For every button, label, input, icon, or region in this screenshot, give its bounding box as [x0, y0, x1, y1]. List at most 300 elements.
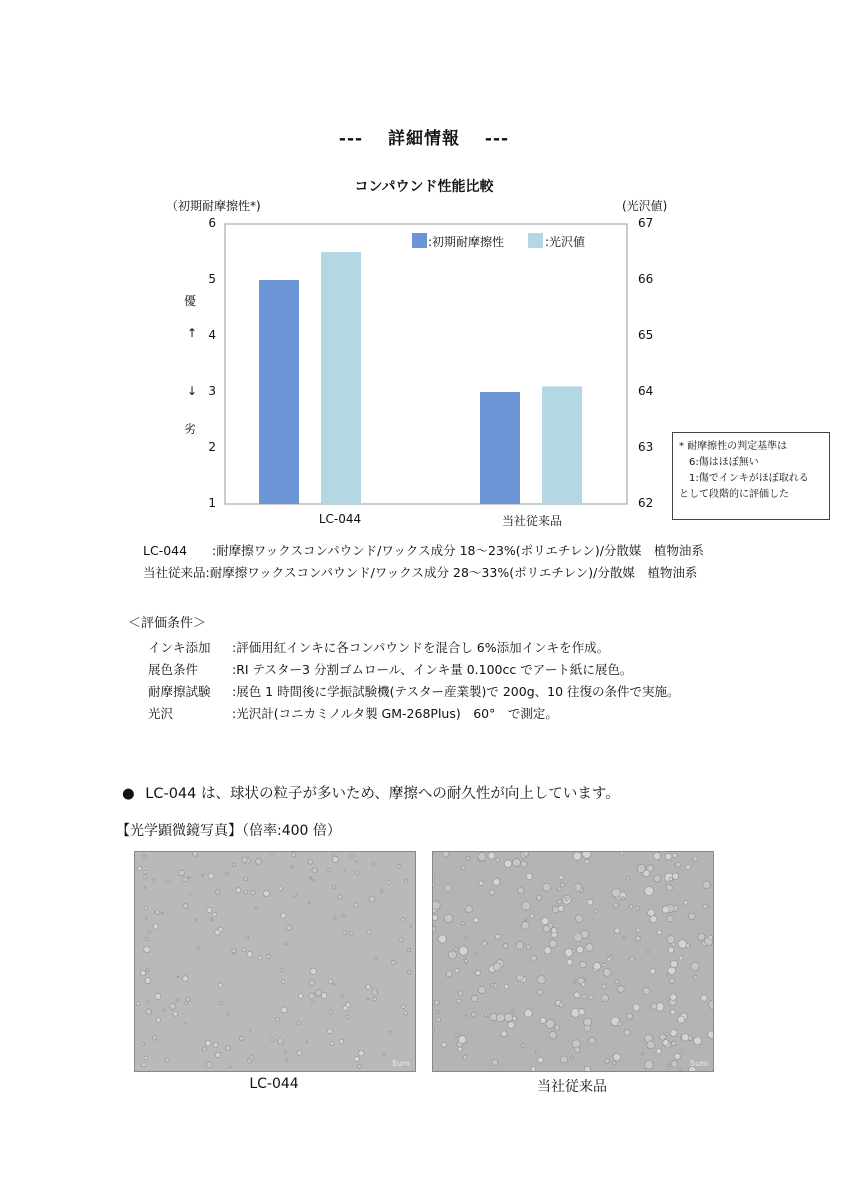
legend-label-friction: :初期耐摩擦性 — [428, 235, 505, 249]
particle — [654, 875, 661, 882]
particle — [357, 1064, 361, 1068]
particle — [207, 907, 212, 912]
particle — [537, 976, 545, 984]
particle — [493, 963, 501, 971]
particle — [285, 1060, 287, 1062]
particle — [166, 880, 170, 884]
particle — [310, 968, 316, 974]
particle — [669, 878, 672, 881]
particle — [146, 969, 149, 972]
note-line: 1:傷でインキがほぼ取れる — [689, 473, 809, 484]
right-tick-63: 63 — [638, 440, 654, 454]
particle — [383, 1053, 385, 1055]
particle — [540, 1018, 546, 1024]
particle — [271, 852, 275, 854]
particle — [538, 1057, 544, 1063]
particle — [471, 995, 478, 1002]
condition-text: :RI テスター3 分割ゴムロール、インキ量 0.100cc でアート紙に展色。 — [232, 662, 633, 677]
particle — [615, 980, 619, 984]
particle — [590, 918, 593, 921]
particle — [405, 880, 408, 883]
particle — [667, 936, 675, 944]
particle — [185, 1002, 188, 1005]
particle — [667, 1064, 670, 1067]
particle — [142, 1063, 146, 1067]
particle — [589, 1037, 596, 1044]
particle — [328, 869, 331, 872]
particle — [584, 1018, 592, 1026]
particle — [219, 927, 224, 932]
conditions-heading: ＜評価条件＞ — [128, 616, 207, 631]
particle — [443, 852, 449, 857]
particle — [603, 969, 611, 977]
micrograph-conventional — [432, 851, 714, 1072]
particle — [526, 873, 532, 879]
particle — [153, 924, 158, 929]
particle — [475, 953, 478, 956]
particle — [491, 983, 494, 986]
particle — [216, 1053, 221, 1058]
particle — [247, 1059, 251, 1063]
scale-bar-label: 5um — [690, 1059, 708, 1068]
condition-label: 耐摩擦試験 — [148, 684, 211, 699]
particle — [144, 946, 150, 952]
particle — [645, 887, 654, 896]
particle — [143, 855, 145, 857]
particle — [703, 881, 711, 889]
particle — [517, 974, 524, 981]
condition-text: :展色 1 時間後に学振試験機(テスター産業製)で 200g、10 往復の条件で実施。 — [232, 684, 680, 699]
particle — [582, 994, 586, 998]
particle — [678, 940, 687, 949]
particle — [280, 969, 283, 972]
particle — [485, 1014, 488, 1017]
micrograph-lc044 — [134, 851, 416, 1072]
right-tick-66: 66 — [638, 272, 654, 286]
condition-text: :光沢計(コニカミノルタ製 GM-268Plus) 60° で測定。 — [232, 706, 558, 721]
page-heading: --- 詳細情報 --- — [338, 129, 510, 149]
particle — [479, 881, 483, 885]
particle — [584, 1066, 590, 1071]
particle — [637, 864, 645, 872]
particle — [665, 853, 672, 860]
particle — [650, 916, 657, 923]
particle — [408, 971, 411, 974]
particle — [433, 926, 436, 931]
particle — [291, 853, 295, 857]
bar-friction-1 — [480, 392, 520, 504]
particle — [587, 899, 593, 905]
particle — [559, 875, 563, 879]
particle — [433, 1030, 435, 1033]
particle — [380, 890, 383, 893]
particle — [650, 968, 656, 974]
particle — [621, 852, 624, 855]
particle — [508, 1022, 515, 1029]
condition-label: インキ添加 — [148, 640, 211, 655]
particle — [387, 881, 390, 884]
particle — [464, 1016, 466, 1018]
particle — [543, 883, 551, 891]
particle — [309, 993, 315, 999]
description-lc044: LC-044 :耐摩擦ワックスコンパウンド/ワックス成分 18～23%(ポリエチレン)/分散媒 植物油系 — [143, 543, 704, 558]
left-tick-5: 5 — [208, 272, 216, 286]
particle — [183, 877, 188, 882]
particle — [671, 1061, 678, 1068]
particle — [483, 942, 487, 946]
particle — [692, 856, 697, 861]
particle — [282, 980, 285, 983]
particle — [624, 1029, 630, 1035]
particle — [351, 854, 354, 857]
particle — [601, 994, 608, 1001]
particle — [143, 875, 147, 879]
particle — [309, 980, 315, 986]
particle — [225, 1046, 230, 1051]
bullet-icon: ● — [122, 786, 135, 802]
particle — [333, 983, 335, 985]
particle — [244, 890, 248, 894]
particle — [165, 1058, 169, 1062]
particle — [621, 897, 624, 900]
particle — [203, 1047, 207, 1051]
particle — [434, 1000, 439, 1005]
particle — [389, 1031, 391, 1033]
particle — [701, 995, 708, 1002]
particle — [456, 1034, 459, 1037]
note-line: 6:傷はほぼ無い — [689, 457, 759, 468]
particle — [136, 1002, 140, 1006]
particle — [543, 925, 550, 932]
particle — [670, 1029, 677, 1036]
particle — [465, 936, 468, 939]
particle — [670, 1010, 675, 1015]
particle — [663, 1040, 669, 1046]
particle — [686, 865, 691, 870]
particle — [152, 879, 155, 882]
particle — [371, 862, 374, 865]
particle — [576, 946, 583, 953]
particle — [308, 902, 310, 904]
particle — [239, 1036, 243, 1040]
particle — [329, 1011, 333, 1015]
particle — [344, 869, 346, 871]
particle — [144, 1056, 148, 1060]
condition-row — [148, 660, 632, 678]
particle — [244, 877, 248, 881]
category-label-conventional: 当社従来品 — [501, 514, 562, 528]
particle — [399, 937, 404, 942]
particle — [407, 948, 410, 951]
particle — [177, 1000, 179, 1002]
particle — [349, 931, 353, 935]
particle — [215, 889, 220, 894]
condition-row — [148, 704, 558, 722]
particle — [521, 861, 528, 868]
condition-row — [148, 682, 680, 700]
particle — [225, 872, 228, 875]
particle — [144, 886, 146, 888]
particle — [188, 877, 190, 879]
particle — [585, 860, 589, 864]
particle — [558, 887, 562, 891]
particle — [580, 961, 587, 968]
particle — [641, 1052, 643, 1054]
particle — [144, 870, 147, 873]
evaluation-note — [672, 432, 830, 520]
particle — [455, 969, 459, 973]
particle — [682, 1050, 685, 1053]
particle — [537, 989, 543, 995]
chart-title: コンパウンド性能比較 — [354, 179, 494, 195]
particle — [354, 903, 359, 908]
particle — [442, 1043, 447, 1048]
particle — [678, 1068, 681, 1071]
particle — [306, 1041, 308, 1043]
particle — [156, 1018, 161, 1023]
particle — [281, 1007, 287, 1013]
photo-section-title: 【光学顕微鏡写真】（倍率:400 倍） — [116, 823, 341, 839]
particle — [504, 860, 512, 868]
particle — [190, 894, 192, 896]
particle — [343, 931, 347, 935]
particle — [618, 986, 625, 993]
particle — [140, 970, 145, 975]
particle — [558, 900, 562, 904]
particle — [605, 1059, 610, 1064]
particle — [546, 1020, 555, 1029]
particle — [466, 856, 470, 860]
particle — [670, 994, 677, 1001]
particle — [229, 1066, 231, 1068]
particle — [691, 962, 699, 970]
particle — [495, 934, 500, 939]
caption-conventional: 当社従来品 — [537, 1079, 607, 1095]
particle — [512, 858, 520, 866]
particle — [343, 914, 346, 917]
particle — [145, 917, 147, 919]
condition-text: :評価用紅インキに各コンパウンドを混合し 6%添加インキを作成。 — [232, 640, 610, 655]
particle — [501, 1031, 507, 1037]
particle — [205, 1040, 211, 1046]
particle — [177, 976, 179, 978]
particle — [402, 1005, 406, 1009]
particle — [438, 935, 446, 943]
particle — [255, 907, 258, 910]
particle — [328, 979, 332, 983]
particle — [656, 1049, 661, 1054]
particle — [465, 906, 472, 913]
particle — [667, 916, 673, 922]
particle — [524, 919, 526, 921]
particle — [512, 1011, 515, 1014]
particle — [267, 954, 271, 958]
feature-statement — [122, 782, 620, 803]
particle — [433, 873, 435, 877]
particle — [410, 925, 412, 927]
particle — [694, 976, 698, 980]
particle — [321, 993, 327, 999]
left-tick-3: 3 — [208, 384, 216, 398]
particle — [401, 918, 405, 922]
particle — [433, 901, 440, 909]
particle — [258, 956, 262, 960]
particle — [497, 1014, 505, 1022]
particle — [560, 1056, 567, 1063]
particle — [672, 873, 678, 879]
particle — [161, 912, 163, 914]
particle — [286, 925, 291, 930]
particle — [474, 918, 479, 923]
condition-label: 光沢 — [148, 706, 174, 721]
particle — [694, 1037, 702, 1045]
particle — [184, 1022, 186, 1024]
particle — [666, 973, 669, 976]
particle — [308, 860, 313, 865]
left-axis-label: （初期耐摩擦性*) — [166, 199, 261, 213]
particle — [137, 866, 141, 870]
particle — [375, 956, 378, 959]
left-tick-6: 6 — [208, 216, 216, 230]
particle — [145, 978, 151, 984]
particle — [284, 1051, 287, 1054]
micrograph-image — [135, 852, 415, 1071]
particle — [316, 990, 322, 996]
description-conventional: 当社従来品:耐摩擦ワックスコンパウンド/ワックス成分 28～33%(ポリエチレン)/分散媒 植物油系 — [143, 565, 698, 580]
particle — [549, 940, 557, 948]
particle — [521, 1044, 525, 1048]
particle — [573, 852, 581, 860]
particle — [146, 1009, 152, 1015]
particle — [142, 1043, 145, 1046]
particle — [582, 852, 591, 858]
particle — [574, 992, 580, 998]
particle — [183, 976, 189, 982]
particle — [644, 1060, 653, 1069]
particle — [454, 947, 458, 951]
particle — [635, 936, 640, 941]
particle — [285, 943, 287, 945]
particle — [471, 1012, 476, 1017]
particle — [147, 1000, 150, 1003]
particle — [270, 1038, 274, 1042]
particle — [648, 909, 655, 916]
particle — [148, 930, 151, 933]
particle — [684, 900, 688, 904]
particle — [312, 868, 317, 873]
particle — [612, 889, 621, 898]
particle — [330, 1042, 334, 1046]
particle — [593, 962, 600, 969]
particle — [614, 903, 619, 908]
particle — [676, 862, 681, 867]
particle — [594, 910, 597, 913]
particle — [531, 955, 537, 961]
particle — [186, 997, 190, 1001]
particle — [338, 895, 342, 899]
particle — [355, 871, 359, 875]
particle — [294, 894, 297, 897]
particle — [681, 1034, 689, 1042]
particle — [332, 856, 338, 862]
particle — [708, 1031, 713, 1038]
particle — [668, 947, 674, 953]
particle — [242, 857, 248, 863]
particle — [666, 1033, 669, 1036]
particle — [298, 994, 303, 999]
right-tick-64: 64 — [638, 384, 654, 398]
particle — [657, 930, 662, 935]
particle — [567, 959, 573, 965]
particle — [247, 951, 253, 957]
particle — [218, 983, 222, 987]
particle — [496, 859, 499, 862]
particle — [561, 883, 565, 887]
particle — [263, 890, 269, 896]
particle — [689, 913, 696, 920]
particle — [163, 1009, 166, 1012]
particle — [170, 1003, 176, 1009]
particle — [603, 963, 606, 966]
particle — [668, 967, 676, 975]
particle — [574, 933, 583, 942]
particle — [312, 1001, 315, 1004]
particle — [346, 1015, 350, 1019]
particle — [457, 999, 461, 1003]
particle — [461, 866, 465, 870]
particle — [526, 945, 530, 949]
particle — [356, 861, 358, 863]
particle — [651, 1003, 657, 1009]
particle — [313, 879, 315, 881]
particle — [208, 873, 214, 879]
particle — [524, 1009, 532, 1017]
particle — [554, 1025, 559, 1030]
particle — [433, 915, 438, 921]
category-label-lc044: LC-044 — [318, 512, 362, 526]
particle — [436, 1010, 439, 1013]
particle — [278, 1038, 284, 1044]
particle — [446, 971, 452, 977]
particle — [673, 853, 677, 857]
particle — [674, 1053, 680, 1059]
particle — [206, 1062, 212, 1068]
particle — [535, 1051, 538, 1054]
particle — [458, 991, 463, 996]
particle — [249, 1030, 251, 1032]
particle — [202, 874, 204, 876]
left-tick-4: 4 — [208, 328, 216, 342]
right-tick-67: 67 — [638, 216, 654, 230]
particle — [183, 903, 188, 908]
particle — [197, 947, 200, 950]
particle — [145, 937, 148, 940]
particle — [635, 906, 639, 910]
particle — [516, 942, 524, 950]
particle — [458, 1047, 462, 1051]
right-tick-65: 65 — [638, 328, 654, 342]
condition-label: 展色条件 — [148, 662, 199, 677]
particle — [213, 1042, 218, 1047]
particle — [328, 1029, 333, 1034]
particle — [372, 990, 378, 996]
particle — [464, 1056, 467, 1059]
particle — [602, 984, 607, 989]
particle — [544, 947, 551, 954]
particle — [278, 886, 282, 890]
particle — [144, 906, 147, 909]
particle — [444, 885, 451, 892]
